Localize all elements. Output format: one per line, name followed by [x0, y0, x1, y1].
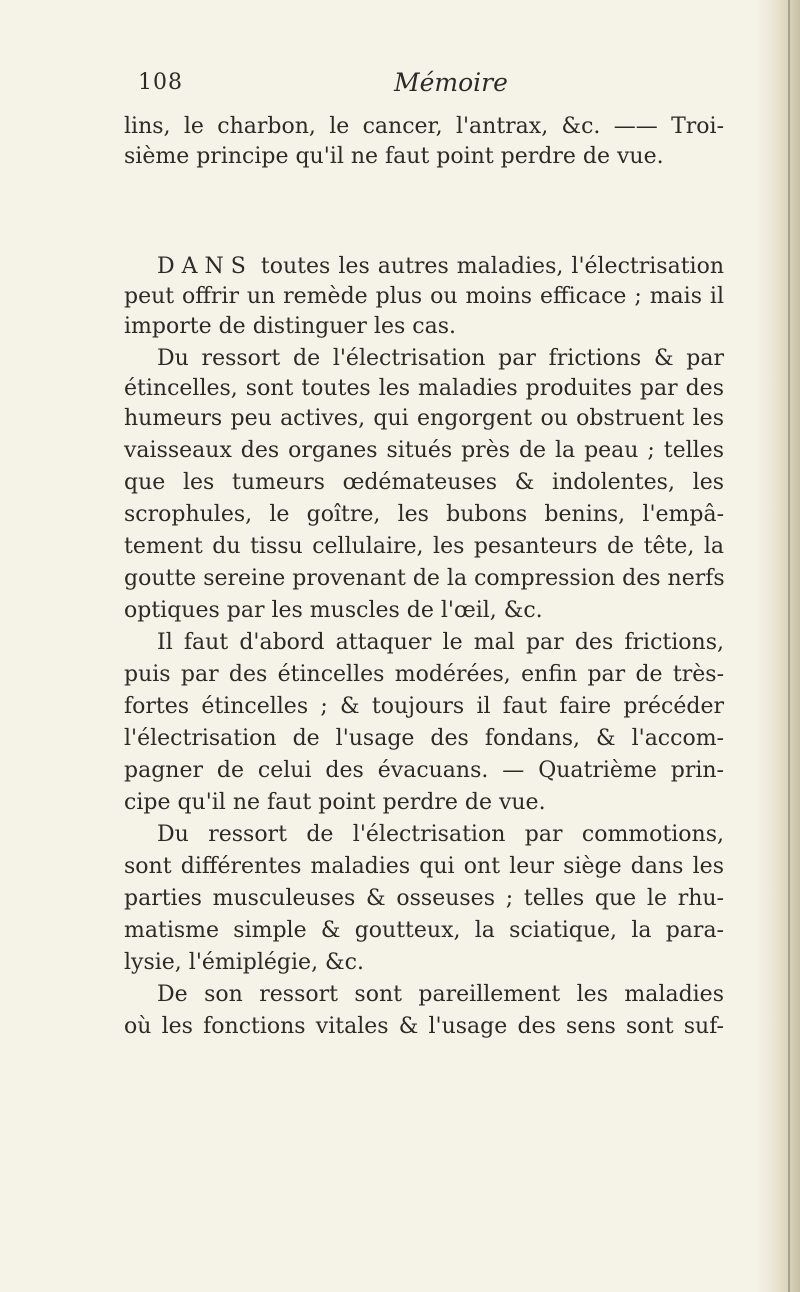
text-line: humeurs peu actives, qui engorgent ou obstruent les	[124, 406, 724, 431]
text-line: scrophules, le goître, les bubons benins, l'empâ-	[124, 502, 724, 527]
text-line: l'électrisation de l'usage des fondans, & l'accom-	[124, 726, 724, 751]
text-line: parties musculeuses & osseuses ; telles que le rhu-	[124, 886, 724, 911]
text-line: étincelles, sont toutes les maladies produites par des	[124, 376, 724, 401]
text-line: que les tumeurs œdémateuses & indolentes, les	[124, 470, 724, 495]
text-line: vaisseaux des organes situés près de la peau ; telles	[124, 438, 724, 463]
text-line: goutte sereine provenant de la compression des nerfs	[124, 566, 725, 591]
text-line: puis par des étincelles modérées, enfin par de très-	[124, 662, 724, 687]
text-line: pagner de celui des évacuans. — Quatrième prin-	[124, 758, 724, 783]
running-title: Mémoire	[394, 68, 508, 97]
page-number: 108	[138, 70, 183, 95]
text-line: Il faut d'abord attaquer le mal par des frictions,	[157, 630, 724, 655]
text-line: lysie, l'émiplégie, &c.	[124, 950, 364, 975]
text-line: optiques par les muscles de l'œil, &c.	[124, 598, 543, 623]
text-line: Du ressort de l'électrisation par frictions & par	[157, 346, 724, 371]
page-header	[124, 70, 724, 104]
text-line: fortes étincelles ; & toujours il faut faire précéder	[124, 694, 724, 719]
text-line: De son ressort sont pareillement les maladies	[157, 982, 724, 1007]
text-line: lins, le charbon, le cancer, l'antrax, &c. —— Troi-	[124, 114, 724, 139]
text-line: cipe qu'il ne faut point perdre de vue.	[124, 790, 546, 815]
page-edge-line	[788, 0, 790, 1292]
text-line: Du ressort de l'électrisation par commotions,	[157, 822, 724, 847]
text-line: importe de distinguer les cas.	[124, 314, 456, 339]
text-line: tement du tissu cellulaire, les pesanteurs de tête, la	[124, 534, 724, 559]
text-line: matisme simple & goutteux, la sciatique, la para-	[124, 918, 724, 943]
text-line: sième principe qu'il ne faut point perdre de vue.	[124, 144, 664, 169]
opening-line-text: toutes les autres maladies, l'électrisation	[260, 254, 724, 279]
dropcap-word: DANS	[157, 254, 253, 279]
text-line: où les fonctions vitales & l'usage des sens sont suf-	[124, 1014, 724, 1039]
page-edge-shadow	[756, 0, 800, 1292]
text-line: peut offrir un remède plus ou moins efficace ; mais il	[124, 284, 724, 309]
text-line: sont différentes maladies qui ont leur siège dans les	[124, 854, 724, 879]
paragraph-opening-line	[157, 252, 724, 282]
